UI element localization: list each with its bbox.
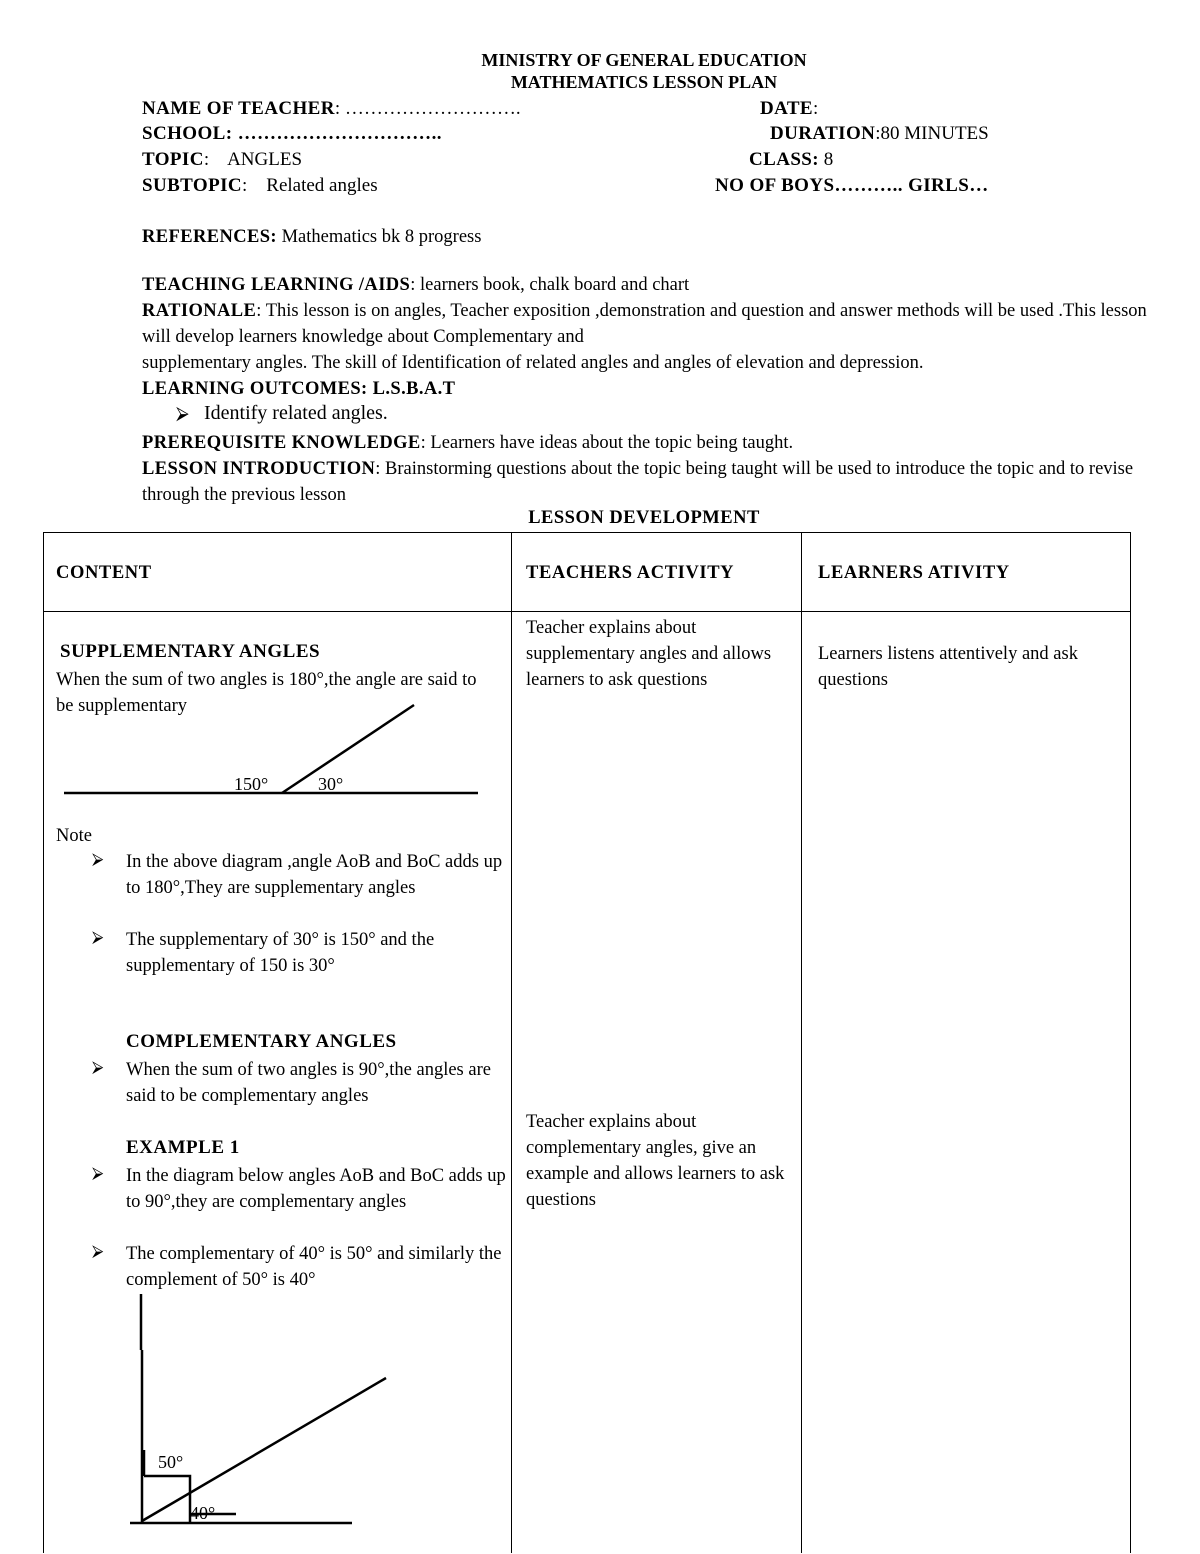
column-divider bbox=[801, 533, 802, 1553]
supplementary-diagram bbox=[44, 693, 510, 803]
rationale-label: RATIONALE bbox=[142, 301, 257, 321]
duration-value: :80 MINUTES bbox=[875, 123, 989, 144]
lesson-development-title: LESSON DEVELOPMENT bbox=[528, 508, 760, 528]
note-item-2: The supplementary of 30° is 150° and the supplementary of 150 is 30° bbox=[126, 930, 435, 976]
angle-label-50: 50° bbox=[158, 1452, 184, 1472]
column-divider bbox=[511, 533, 512, 1553]
teacher-value: : ………………………. bbox=[334, 98, 521, 119]
class-value: 8 bbox=[818, 149, 834, 170]
angle-label-150: 150° bbox=[234, 774, 269, 794]
subtopic-value: : Related angles bbox=[242, 175, 378, 196]
example-item-2: The complementary of 40° is 50° and similarly the complement of 50° is 40° bbox=[126, 1244, 502, 1290]
class-label: CLASS: bbox=[749, 149, 819, 170]
topic-value: : ANGLES bbox=[203, 149, 303, 170]
arrow-bullet-icon: ⮚ bbox=[92, 1243, 104, 1260]
duration-label: DURATION bbox=[770, 123, 876, 144]
header-content: CONTENT bbox=[56, 563, 152, 583]
outcomes-line bbox=[142, 376, 1152, 402]
lesson-plan-title: MATHEMATICS LESSON PLAN bbox=[510, 72, 778, 92]
references-line bbox=[142, 224, 1152, 250]
topic-label: TOPIC bbox=[142, 149, 204, 170]
teacher-activity-2: Teacher explains about complementary angles, give an example and allows learners to ask questions bbox=[526, 1112, 785, 1210]
references-label: REFERENCES: bbox=[142, 227, 277, 247]
intro-block bbox=[142, 456, 1142, 508]
angle-arm bbox=[142, 1378, 386, 1521]
outcome-text: Identify related angles. bbox=[204, 402, 388, 424]
header-learners-activity: LEARNERS ATIVITY bbox=[818, 563, 1010, 583]
boys-girls-label: NO OF BOYS……….. GIRLS… bbox=[715, 175, 989, 196]
aids-line bbox=[142, 272, 1152, 298]
angle-arm bbox=[282, 705, 414, 793]
arrow-bullet-icon: ⮚ bbox=[176, 403, 189, 423]
arrow-bullet-icon: ⮚ bbox=[92, 1165, 104, 1182]
example-title: EXAMPLE 1 bbox=[126, 1137, 240, 1158]
references-value: Mathematics bk 8 progress bbox=[276, 227, 482, 247]
lesson-development-table bbox=[43, 532, 1131, 1553]
rationale-value: : This lesson is on angles, Teacher exposition ,demonstration and question and answer methods will be used .This lesson will develop learners knowledge about Complementary and bbox=[142, 301, 1147, 347]
arrow-bullet-icon: ⮚ bbox=[92, 929, 104, 946]
prereq-value: : Learners have ideas about the topic being taught. bbox=[420, 433, 794, 453]
teacher-activity-1: Teacher explains about supplementary angles and allows learners to ask questions bbox=[526, 618, 772, 690]
intro-label: LESSON INTRODUCTION bbox=[142, 459, 376, 479]
outcome-item bbox=[176, 402, 388, 425]
supplementary-title: SUPPLEMENTARY ANGLES bbox=[60, 641, 321, 662]
aids-value: : learners book, chalk board and chart bbox=[410, 275, 690, 295]
complementary-title: COMPLEMENTARY ANGLES bbox=[126, 1031, 397, 1052]
prereq-line bbox=[142, 430, 1152, 456]
teacher-name-line bbox=[142, 98, 521, 120]
class-line bbox=[749, 149, 833, 171]
learner-activity-1: Learners listens attentively and ask questions bbox=[818, 644, 1078, 690]
date-value: : bbox=[812, 98, 819, 119]
rationale-line-3: supplementary angles. The skill of Identification of related angles and angles of elevation and depression. bbox=[142, 353, 924, 373]
school-label: SCHOOL: ………………………….. bbox=[142, 123, 442, 144]
supplementary-definition: When the sum of two angles is 180°,the angle are said to be supplementary bbox=[56, 670, 477, 716]
rationale-block bbox=[142, 298, 1152, 376]
teacher-label: NAME OF TEACHER bbox=[142, 98, 335, 119]
complementary-definition: When the sum of two angles is 90°,the angles are said to be complementary angles bbox=[126, 1060, 491, 1106]
example-item-1: In the diagram below angles AoB and BoC adds up to 90°,they are complementary angles bbox=[126, 1166, 506, 1212]
header-divider bbox=[44, 611, 1130, 612]
duration-line bbox=[770, 123, 989, 145]
aids-label: TEACHING LEARNING /AIDS bbox=[142, 275, 411, 295]
subtopic-label: SUBTOPIC bbox=[142, 175, 242, 196]
school-line bbox=[142, 123, 442, 145]
topic-line bbox=[142, 149, 302, 171]
complementary-diagram bbox=[44, 1288, 510, 1554]
subtopic-line bbox=[142, 175, 378, 197]
arrow-bullet-icon: ⮚ bbox=[92, 851, 104, 868]
date-line bbox=[760, 98, 818, 120]
prereq-label: PREREQUISITE KNOWLEDGE bbox=[142, 433, 421, 453]
note-item-1: In the above diagram ,angle AoB and BoC adds up to 180°,They are supplementary angles bbox=[126, 852, 503, 898]
angle-label-30: 30° bbox=[318, 774, 344, 794]
boys-girls-line bbox=[715, 175, 989, 197]
intro-value: : Brainstorming questions about the topic being taught will be used to introduce the topic and to revise through the previous lesson bbox=[142, 459, 1134, 505]
header-teachers-activity: TEACHERS ACTIVITY bbox=[526, 563, 735, 583]
ministry-title: MINISTRY OF GENERAL EDUCATION bbox=[481, 50, 807, 70]
note-label: Note bbox=[56, 826, 92, 846]
arrow-bullet-icon: ⮚ bbox=[92, 1059, 104, 1076]
angle-label-40: 40° bbox=[190, 1503, 216, 1523]
outcomes-label: LEARNING OUTCOMES: L.S.B.A.T bbox=[142, 379, 456, 399]
date-label: DATE bbox=[760, 98, 813, 119]
